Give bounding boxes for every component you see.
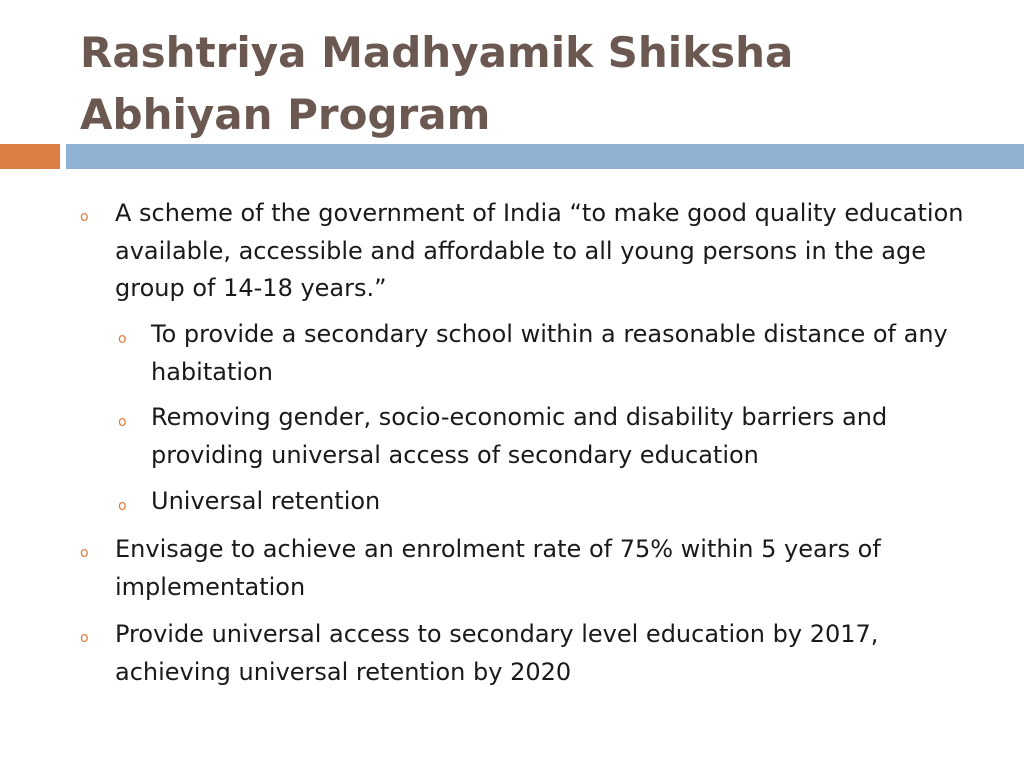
sub-bullet-icon: o <box>118 414 127 430</box>
sub-bullet-item: To provide a secondary school within a reasonable distance of any habitation <box>151 320 948 386</box>
bullet-icon: o <box>80 209 89 225</box>
bullet-item: Envisage to achieve an enrolment rate of 75% within 5 years of implementation <box>115 535 881 601</box>
sub-bullet-item: Removing gender, socio-economic and disability barriers and providing universal access of secondary education <box>151 403 888 469</box>
slide-title: Rashtriya Madhyamik Shiksha Abhiyan Program <box>80 28 794 139</box>
accent-bar-blue <box>66 144 1024 169</box>
bullet-icon: o <box>80 545 89 561</box>
bullet-item: Provide universal access to secondary level education by 2017, achieving universal retention by 2020 <box>115 620 879 686</box>
accent-bar-orange <box>0 144 60 169</box>
sub-bullet-item: Universal retention <box>151 487 381 515</box>
bullet-icon: o <box>80 630 89 646</box>
sub-bullet-icon: o <box>118 498 127 514</box>
bullet-item: A scheme of the government of India “to make good quality education available, accessible and affordable to all young persons in the age group of 14-18 years.” <box>115 199 964 302</box>
sub-bullet-icon: o <box>118 331 127 347</box>
